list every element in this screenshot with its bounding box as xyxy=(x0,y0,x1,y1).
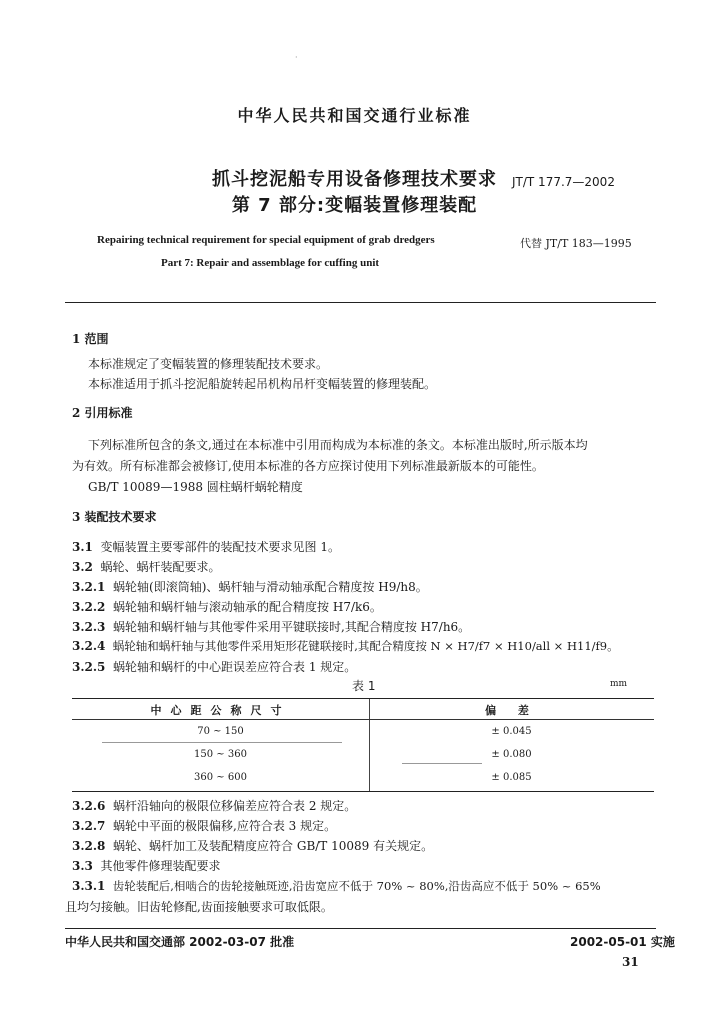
header-divider xyxy=(65,302,656,303)
page-number: 31 xyxy=(622,955,639,969)
document-title-line1: 抓斗挖泥船专用设备修理技术要求 xyxy=(212,169,497,190)
corner-mark: · xyxy=(295,53,298,62)
clause-number: 3.2 xyxy=(72,560,93,574)
clause-text: 蜗轮轴(即滚筒轴)、蜗杆轴与滑动轴承配合精度按 H9/h8。 xyxy=(113,580,428,594)
clause-number: 3.3 xyxy=(72,859,93,873)
english-title-line2: Part 7: Repair and assemblage for cuffing unit xyxy=(161,257,380,269)
clause-text: 蜗杆沿轴向的极限位移偏差应符合表 2 规定。 xyxy=(113,799,357,813)
clause-number: 3.2.8 xyxy=(72,839,106,853)
table-1 xyxy=(72,698,654,792)
table-cell-deviation: ± 0.045 xyxy=(491,726,532,737)
table-header-deviation: 偏 差 xyxy=(485,704,538,717)
table-cell-deviation: ± 0.080 xyxy=(491,749,532,760)
table-header-divider xyxy=(72,719,654,720)
section-1-para1: 本标准规定了变幅装置的修理装配技术要求。 xyxy=(88,357,329,371)
table-cell-range: 70 ~ 150 xyxy=(197,726,244,737)
approval-date: 中华人民共和国交通部 2002-03-07 批准 xyxy=(65,935,295,949)
clause-number: 3.2.7 xyxy=(72,819,106,833)
english-title-line1: Repairing technical requirement for special equipment of grab dredgers xyxy=(97,234,435,246)
clause-text: 蜗轮轴和蜗杆轴与其他零件采用平键联接时,其配合精度按 H7/h6。 xyxy=(113,620,471,634)
standard-org-title: 中华人民共和国交通行业标准 xyxy=(237,106,472,125)
section-2-heading: 2 引用标准 xyxy=(72,406,133,420)
section-3-heading: 3 装配技术要求 xyxy=(72,510,157,524)
clause-text: 齿轮装配后,相啮合的齿轮接触斑迹,沿齿宽应不低于 70% ~ 80%,沿齿高应不低于 50% ~ 65% xyxy=(112,879,601,893)
clause-number: 3.2.3 xyxy=(72,620,106,634)
clause-text: 蜗轮中平面的极限偏移,应符合表 3 规定。 xyxy=(113,819,337,833)
clause-text: 蜗轮轴和蜗杆的中心距误差应符合表 1 规定。 xyxy=(113,660,357,674)
clause-number: 3.2.2 xyxy=(72,600,106,614)
clause-text: 蜗轮轴和蜗杆轴与其他零件采用矩形花键联接时,其配合精度按 N × H7/f7 × H10/all × H11/f9。 xyxy=(112,639,619,653)
reference-standard: GB/T 10089—1988 圆柱蜗杆蜗轮精度 xyxy=(88,480,303,494)
table-header-distance: 中心距公称尺寸 xyxy=(150,704,291,717)
clause-text: 蜗轮、蜗杆装配要求。 xyxy=(100,560,221,574)
clause-3-2-3 xyxy=(72,618,470,635)
clause-3-2-5 xyxy=(72,658,356,675)
section-1-para2: 本标准适用于抓斗挖泥船旋转起吊机构吊杆变幅装置的修理装配。 xyxy=(88,377,437,391)
clause-3-2 xyxy=(72,558,221,575)
table-caption: 表 1 xyxy=(352,679,376,693)
clause-3-3-1 xyxy=(72,878,601,894)
table-cell-deviation: ± 0.085 xyxy=(491,772,532,783)
footer-divider xyxy=(65,928,656,929)
section-2-para1-line2: 为有效。所有标准都会被修订,使用本标准的各方应探讨使用下列标准最新版本的可能性。 xyxy=(72,459,544,473)
clause-number: 3.2.6 xyxy=(72,799,106,813)
clause-text: 变幅装置主要零部件的装配技术要求见图 1。 xyxy=(100,540,340,554)
clause-number: 3.2.5 xyxy=(72,660,106,674)
table-unit: mm xyxy=(610,679,628,689)
clause-3-3-1-continued: 且均匀接触。旧齿轮修配,齿面接触要求可取低限。 xyxy=(65,900,333,914)
clause-3-2-7 xyxy=(72,817,336,834)
clause-3-1 xyxy=(72,538,340,555)
section-2-para1-line1: 下列标准所包含的条文,通过在本标准中引用而构成为本标准的条文。本标准出版时,所示版本均 xyxy=(88,438,588,452)
clause-3-2-2 xyxy=(72,598,382,615)
clause-3-2-4 xyxy=(72,638,619,654)
clause-3-2-1 xyxy=(72,578,428,595)
effective-date: 2002-05-01 实施 xyxy=(570,935,675,949)
table-cell-range: 150 ~ 360 xyxy=(194,749,247,760)
clause-number: 3.2.4 xyxy=(72,639,106,653)
table-row-divider xyxy=(402,763,482,764)
section-1-heading: 1 范围 xyxy=(72,332,109,346)
replaces-standard: 代替 JT/T 183—1995 xyxy=(520,237,632,250)
clause-3-3 xyxy=(72,857,221,874)
clause-text: 其他零件修理装配要求 xyxy=(100,859,221,873)
clause-text: 蜗轮轴和蜗杆轴与滚动轴承的配合精度按 H7/k6。 xyxy=(113,600,382,614)
clause-3-2-6 xyxy=(72,797,356,814)
clause-number: 3.3.1 xyxy=(72,879,106,893)
standard-number: JT/T 177.7—2002 xyxy=(512,175,615,189)
clause-3-2-8 xyxy=(72,837,433,854)
clause-number: 3.2.1 xyxy=(72,580,106,594)
table-cell-range: 360 ~ 600 xyxy=(194,772,247,783)
document-title-line2: 第 7 部分:变幅装置修理装配 xyxy=(231,195,478,216)
table-row-divider xyxy=(102,742,342,743)
clause-text: 蜗轮、蜗杆加工及装配精度应符合 GB/T 10089 有关规定。 xyxy=(113,839,434,853)
clause-number: 3.1 xyxy=(72,540,93,554)
